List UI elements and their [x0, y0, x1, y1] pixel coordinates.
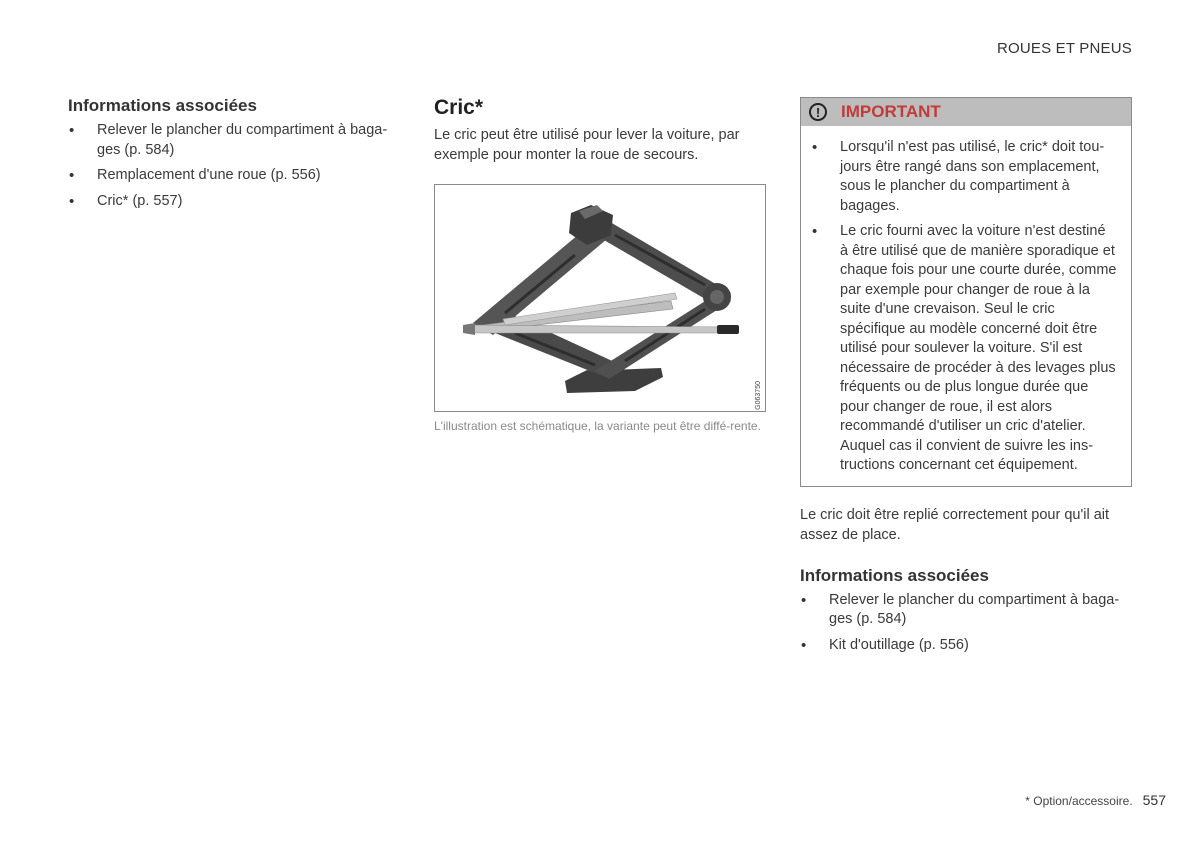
page-number: 557 — [1142, 792, 1166, 808]
important-body — [801, 126, 1131, 486]
figure-caption: L'illustration est schématique, la variante peut être diffé-rente. — [434, 419, 761, 433]
jack-section — [434, 95, 769, 434]
related-info-list — [68, 121, 403, 211]
important-item: • Le cric fourni avec la voiture n'est destiné à être utilisé que de manière sporadique et chaque fois pour une courte durée, comme par exemple pour changer de roue à la suite d'une crevaison. Seul le cric spécifique au modèle concerné doit être utilisé pour soulever la voiture. S'il est nécessaire de procéder à des levages plus fréquents ou de plus longue durée que pour changer de roue, il est alors recommandé d'utiliser un cric d'atelier. Auquel cas il convient de suivre les ins-tructions concernant cet équipement. — [811, 222, 1117, 476]
page-footer — [1025, 792, 1166, 808]
related-info-list — [800, 591, 1132, 656]
figure-code: G063750 — [755, 381, 762, 410]
related-link[interactable]: • Cric* (p. 557) — [68, 192, 403, 212]
related-link[interactable]: • Remplacement d'une roue (p. 556) — [68, 166, 403, 186]
important-list — [811, 138, 1117, 476]
section-header: ROUES ET PNEUS — [996, 40, 1132, 57]
related-link[interactable]: • Relever le plancher du compartiment à baga-ges (p. 584) — [800, 591, 1132, 630]
related-link[interactable]: • Kit d'outillage (p. 556) — [800, 636, 1132, 656]
jack-illustration — [434, 184, 766, 412]
important-box — [800, 97, 1132, 487]
important-title: IMPORTANT — [841, 102, 941, 121]
exclamation-circle-icon: ! — [809, 103, 827, 121]
related-info-heading: Informations associées — [68, 96, 257, 115]
related-link[interactable]: • Relever le plancher du compartiment à baga-ges (p. 584) — [68, 121, 403, 160]
fold-paragraph: Le cric doit être replié correctement pour qu'il ait assez de place. — [800, 506, 1110, 543]
related-info-heading: Informations associées — [800, 565, 989, 585]
section-title: Cric* — [434, 96, 484, 119]
important-item: • Lorsqu'il n'est pas utilisé, le cric* doit tou-jours être rangé dans son emplacement, sous le plancher du compartiment à bagages. — [811, 138, 1117, 216]
footnote: * Option/accessoire. — [1025, 794, 1133, 808]
scissor-jack-drawing — [435, 185, 765, 411]
intro-paragraph: Le cric peut être utilisé pour lever la voiture, par exemple pour monter la roue de secours. — [434, 127, 740, 163]
related-info-column-1 — [68, 95, 403, 217]
right-column — [800, 95, 1132, 661]
important-header — [801, 98, 1131, 126]
